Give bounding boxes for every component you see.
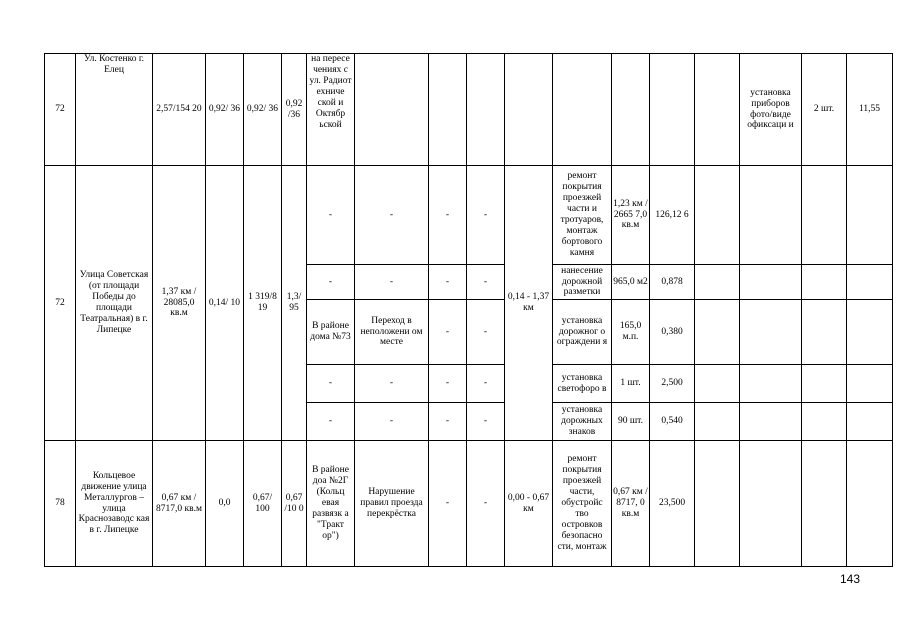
cost: 2,500 [650,365,695,403]
reason: - [355,265,429,300]
cost: 126,12 6 [650,166,695,265]
value-3: 0,67 /10 0 [282,441,307,567]
empty-cell [467,54,505,166]
empty-cell [740,265,802,300]
empty-cell [802,403,847,441]
empty-cell [847,365,893,403]
dash-cell: - [429,365,467,403]
empty-cell [695,54,740,166]
empty-cell [740,365,802,403]
quantity: 165,0 м.п. [612,300,650,365]
empty-cell [695,265,740,300]
km-range: 0,14 - 1,37 км [505,166,553,441]
empty-cell [847,166,893,265]
reason: - [355,403,429,441]
location: В районе доа №2Г (Кольц евая развязк а "Тракт ор") [307,441,355,567]
empty-cell [802,166,847,265]
empty-cell [695,300,740,365]
km-range: 0,00 - 0,67 км [505,441,553,567]
dash-cell: - [429,265,467,300]
dash-cell: - [467,265,505,300]
cost: 23,500 [650,441,695,567]
road-name: Улица Советская (от площади Победы до площади Театральная) в г. Липецке [76,166,153,441]
dash-cell: - [429,300,467,365]
cost: 0,878 [650,265,695,300]
reason: - [355,166,429,265]
location: - [307,265,355,300]
value-1: 0,0 [206,441,244,567]
location: В районе дома №73 [307,300,355,365]
empty-cell [695,441,740,567]
table-row [45,441,893,567]
empty-cell [847,265,893,300]
empty-cell [505,54,553,166]
dash-cell: - [467,441,505,567]
value-1: 0,92/ 36 [206,54,244,166]
work-type: ремонт покрытия проезжей части, обустройс тво островков безопасно сти, монтаж [553,441,612,567]
empty-cell [695,365,740,403]
work-type: установка светофоро в [553,365,612,403]
road-name: Ул. Костенко г. Елец [76,54,153,166]
reason: Нарушение правил проезда перекрёстка [355,441,429,567]
dash-cell: - [467,365,505,403]
empty-cell [802,441,847,567]
value-3: 0,92 /36 [282,54,307,166]
dash-cell: - [467,300,505,365]
cost: 0,380 [650,300,695,365]
location: на пересе чениях с ул. Радиот ехниче ской и Октябр ьской [307,54,355,166]
location: - [307,166,355,265]
dash-cell: - [467,166,505,265]
value-3: 1,3/ 95 [282,166,307,441]
location: - [307,403,355,441]
empty-cell [847,441,893,567]
road-works-table [44,53,893,567]
dash-cell: - [429,403,467,441]
row-number: 72 [45,166,76,441]
work-type: установка приборов фото/виде офиксаци и [740,54,802,166]
value-1: 0,14/ 10 [206,166,244,441]
page-number: 143 [840,572,861,586]
reason: - [355,365,429,403]
empty-cell [553,54,612,166]
dash-cell: - [429,441,467,567]
empty-cell [802,300,847,365]
location: - [307,365,355,403]
empty-cell [429,54,467,166]
empty-cell [695,166,740,265]
road-name: Кольцевое движение улица Металлургов – улица Краснозаводс кая в г. Липецке [76,441,153,567]
empty-cell [740,166,802,265]
empty-cell [695,403,740,441]
quantity: 0,67 км / 8717, 0 кв.м [612,441,650,567]
empty-cell [612,54,650,166]
empty-cell [802,265,847,300]
empty-cell [847,300,893,365]
value-2: 1 319/8 19 [244,166,282,441]
empty-cell [740,441,802,567]
work-type: установка дорожных знаков [553,403,612,441]
empty-cell [740,403,802,441]
reason: Переход в неположени ом месте [355,300,429,365]
road-length: 1,37 км / 28085,0 кв.м [153,166,206,441]
dash-cell: - [467,403,505,441]
road-length: 0,67 км / 8717,0 кв.м [153,441,206,567]
empty-cell [355,54,429,166]
work-type: установка дорожног о ограждени я [553,300,612,365]
empty-cell [650,54,695,166]
cost: 11,55 [847,54,893,166]
quantity: 1 шт. [612,365,650,403]
road-length: 2,57/154 20 [153,54,206,166]
quantity: 965,0 м2 [612,265,650,300]
quantity: 1,23 км / 2665 7,0 кв.м [612,166,650,265]
row-number: 72 [45,54,76,166]
row-number: 78 [45,441,76,567]
quantity: 90 шт. [612,403,650,441]
value-2: 0,67/ 100 [244,441,282,567]
work-type: ремонт покрытия проезжей части и тротуаров, монтаж бортового камня [553,166,612,265]
value-2: 0,92/ 36 [244,54,282,166]
work-type: нанесение дорожной разметки [553,265,612,300]
empty-cell [847,403,893,441]
table-row [45,54,893,166]
dash-cell: - [429,166,467,265]
empty-cell [802,365,847,403]
empty-cell [740,300,802,365]
cost: 0,540 [650,403,695,441]
table-row [45,166,893,265]
quantity: 2 шт. [802,54,847,166]
